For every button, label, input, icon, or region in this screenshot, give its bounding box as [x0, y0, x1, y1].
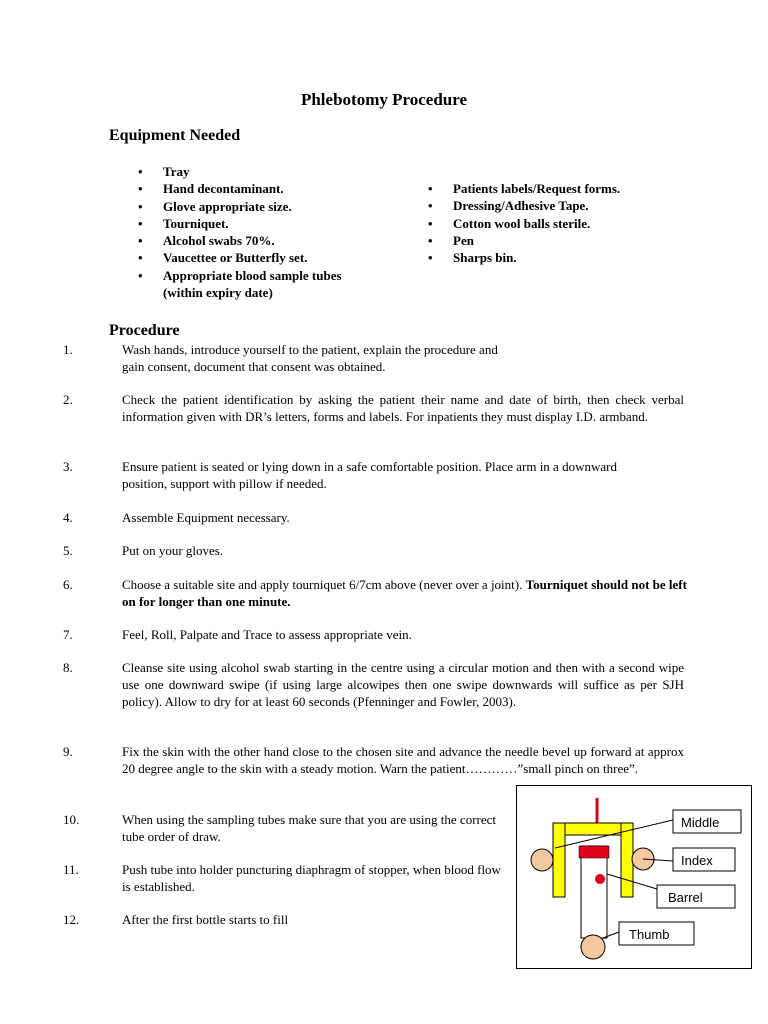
equipment-item: • Hand decontaminant.: [138, 180, 363, 197]
equipment-item: • Patients labels/Request forms.: [428, 180, 643, 197]
step-text: Cleanse site using alcohol swab starting in the centre using a circular motion and then with a second wipe use one downward swipe (if using large alcowipes then one swipe downwards will suffice as per SJH policy). Allow to dry for at least 60 seconds (Pfenninger and Fowler, 2003).: [122, 660, 684, 709]
needle-holder-diagram: [516, 785, 752, 969]
step-number: 9.: [63, 744, 73, 759]
equipment-list-right: [428, 180, 643, 266]
step-number: 2.: [63, 392, 73, 407]
step-number: 4.: [63, 510, 73, 525]
step-text: Fix the skin with the other hand close to the chosen site and advance the needle bevel up forward at approx 20 degree angle to the skin with a steady motion. Warn the patient…………”small pinch on three”.: [122, 744, 684, 776]
equipment-item: • Pen: [428, 232, 643, 249]
step-text: After the first bottle starts to fill: [122, 912, 289, 927]
equipment-item: • Tourniquet.: [138, 215, 363, 232]
equipment-list-left: [138, 163, 363, 301]
equipment-item: • Dressing/Adhesive Tape.: [428, 197, 643, 214]
thumb-label: Thumb: [629, 927, 670, 942]
equipment-item: • Cotton wool balls sterile.: [428, 215, 643, 232]
middle-label: Middle: [681, 815, 720, 830]
step-number: 7.: [63, 627, 73, 642]
tube-stopper: [579, 846, 609, 858]
step-text: Feel, Roll, Palpate and Trace to assess appropriate vein.: [122, 627, 412, 642]
equipment-item: • Appropriate blood sample tubes (within expiry date): [138, 267, 363, 302]
step-text: Push tube into holder puncturing diaphragm of stopper, when blood flow is established.: [122, 862, 501, 894]
page-title: Phlebotomy Procedure: [300, 90, 468, 109]
step-text: Wash hands, introduce yourself to the patient, explain the procedure and gain consent, document that consent was obtained.: [122, 342, 498, 374]
holder-left-arm: [553, 823, 565, 897]
step-number: 3.: [63, 459, 73, 474]
step-number: 10.: [63, 812, 80, 827]
equipment-item: • Sharps bin.: [428, 249, 643, 266]
barrel-label: Barrel: [668, 890, 703, 905]
procedure-heading: Procedure: [109, 322, 180, 339]
step-number: 12.: [63, 912, 80, 927]
equipment-heading: Equipment Needed: [109, 127, 241, 144]
step-text: Check the patient identification by asking the patient their name and date of birth, then check verbal information given with DR’s letters, forms and labels. For inpatients they must display I.D. armband.: [122, 392, 684, 424]
step-number: 8.: [63, 660, 73, 675]
holder-right-arm: [621, 823, 633, 897]
barrel-tube: [581, 846, 607, 938]
step-text: Assemble Equipment necessary.: [122, 510, 290, 525]
middle-finger-marker: [531, 849, 553, 871]
step-text-regular: Choose a suitable site and apply tourniquet 6/7cm above (never over a joint).: [122, 577, 523, 592]
equipment-item: • Vaucettee or Butterfly set.: [138, 249, 363, 266]
step-text: [122, 576, 687, 610]
step-text: Ensure patient is seated or lying down in a safe comfortable position. Place arm in a downward position, support with pillow if needed.: [122, 459, 617, 491]
blood-drop: [595, 874, 605, 884]
grip-illustration: [517, 786, 753, 970]
step-text: Put on your gloves.: [122, 543, 224, 558]
step-number: 6.: [63, 577, 73, 592]
equipment-item: • Glove appropriate size.: [138, 198, 363, 215]
equipment-item: • Alcohol swabs 70%.: [138, 232, 363, 249]
step-text: When using the sampling tubes make sure that you are using the correct tube order of draw.: [122, 812, 497, 844]
step-number: 11.: [63, 862, 79, 877]
thumb-marker: [581, 935, 605, 959]
equipment-item: • Tray: [138, 163, 363, 180]
index-label: Index: [681, 853, 713, 868]
step-number: 5.: [63, 543, 73, 558]
step-number: 1.: [63, 342, 73, 357]
step-text-warning: Tourniquet should not be left on for longer than one minute.: [122, 577, 687, 609]
